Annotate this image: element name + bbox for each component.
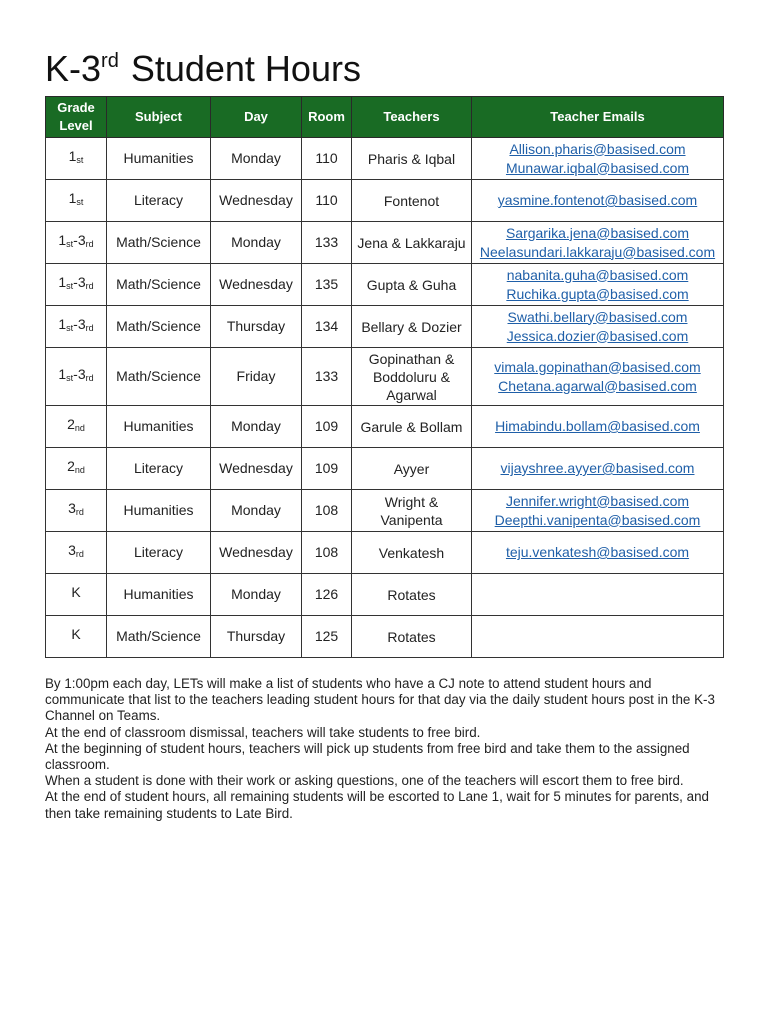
cell-room: 133	[302, 348, 352, 406]
cell-day: Thursday	[211, 616, 302, 658]
cell-grade-level	[46, 490, 107, 532]
cell-room: 110	[302, 138, 352, 180]
grade-range: -3	[73, 316, 86, 332]
cell-grade-level	[46, 406, 107, 448]
cell-grade-level	[46, 180, 107, 222]
cell-subject: Math/Science	[107, 348, 211, 406]
note-paragraph: At the beginning of student hours, teachers will pick up students from free bird and take them to the assigned classroom.	[45, 740, 690, 773]
grade-ordinal: st	[66, 281, 74, 291]
cell-day: Thursday	[211, 306, 302, 348]
grade-number: 1	[58, 232, 67, 248]
teacher-email-link[interactable]: Sargarika.jena@basised.com	[505, 224, 690, 241]
teacher-email-link[interactable]: Allison.pharis@basised.com	[509, 140, 686, 157]
grade-number: K	[71, 584, 81, 600]
cell-day: Monday	[211, 222, 302, 264]
teacher-email-link[interactable]: Deepthi.vanipenta@basised.com	[494, 511, 701, 528]
grade-ordinal: st	[66, 323, 74, 333]
cell-grade-level	[46, 574, 107, 616]
grade-number: 1	[58, 316, 67, 332]
cell-teachers: Jena & Lakkaraju	[352, 222, 472, 264]
cell-teachers: Gupta & Guha	[352, 264, 472, 306]
teacher-email-link[interactable]: Swathi.bellary@basised.com	[507, 308, 688, 325]
cell-subject: Humanities	[107, 490, 211, 532]
cell-subject: Math/Science	[107, 306, 211, 348]
cell-subject: Humanities	[107, 406, 211, 448]
grade-range-ordinal: rd	[85, 281, 94, 291]
header-room: Room	[302, 97, 352, 138]
cell-grade-level	[46, 448, 107, 490]
grade-range: -3	[73, 232, 86, 248]
table-row	[46, 222, 724, 264]
cell-subject: Humanities	[107, 138, 211, 180]
cell-room: 108	[302, 490, 352, 532]
cell-room: 125	[302, 616, 352, 658]
cell-day: Monday	[211, 138, 302, 180]
header-grade-level: Grade Level	[46, 97, 107, 138]
page-title	[45, 48, 361, 90]
cell-grade-level	[46, 306, 107, 348]
table-row	[46, 406, 724, 448]
cell-teachers: Fontenot	[352, 180, 472, 222]
cell-room: 133	[302, 222, 352, 264]
cell-grade-level	[46, 348, 107, 406]
grade-range: -3	[73, 366, 86, 382]
table-row	[46, 532, 724, 574]
title-prefix: K-3	[45, 48, 102, 89]
cell-teacher-emails	[472, 180, 724, 222]
grade-number: 2	[67, 416, 75, 432]
cell-teachers: Ayyer	[352, 448, 472, 490]
cell-subject: Humanities	[107, 574, 211, 616]
cell-room: 110	[302, 180, 352, 222]
title-text: Student Hours	[130, 48, 361, 89]
grade-ordinal: nd	[74, 465, 85, 475]
cell-grade-level	[46, 222, 107, 264]
table-row	[46, 574, 724, 616]
grade-ordinal: rd	[75, 507, 84, 517]
cell-subject: Math/Science	[107, 222, 211, 264]
grade-range: -3	[73, 274, 86, 290]
cell-day: Wednesday	[211, 448, 302, 490]
cell-subject: Math/Science	[107, 264, 211, 306]
table-header-row	[46, 97, 724, 138]
cell-room: 134	[302, 306, 352, 348]
cell-grade-level	[46, 138, 107, 180]
cell-day: Monday	[211, 490, 302, 532]
teacher-email-link[interactable]: Munawar.iqbal@basised.com	[505, 159, 690, 176]
grade-number: 3	[68, 500, 76, 516]
teacher-email-link[interactable]: Chetana.agarwal@basised.com	[498, 377, 697, 394]
table-row	[46, 616, 724, 658]
cell-room: 135	[302, 264, 352, 306]
cell-grade-level	[46, 616, 107, 658]
cell-teacher-emails	[472, 532, 724, 574]
table-row	[46, 306, 724, 348]
cell-day: Wednesday	[211, 180, 302, 222]
teacher-email-link[interactable]: yasmine.fontenot@basised.com	[497, 192, 698, 208]
grade-number: 1	[68, 190, 77, 206]
cell-teacher-emails	[472, 574, 724, 616]
cell-teacher-emails	[472, 138, 724, 180]
grade-ordinal: nd	[74, 423, 85, 433]
cell-teacher-emails	[472, 448, 724, 490]
teacher-email-link[interactable]: Neelasundari.lakkaraju@basised.com	[479, 243, 716, 260]
table-row	[46, 348, 724, 406]
cell-room: 126	[302, 574, 352, 616]
cell-teacher-emails	[472, 406, 724, 448]
cell-day: Wednesday	[211, 264, 302, 306]
table-row	[46, 448, 724, 490]
cell-teacher-emails	[472, 264, 724, 306]
instructions-notes	[45, 676, 725, 822]
cell-teachers: Rotates	[352, 616, 472, 658]
cell-subject: Literacy	[107, 448, 211, 490]
cell-teachers: Rotates	[352, 574, 472, 616]
teacher-email-link[interactable]: vijayshree.ayyer@basised.com	[500, 460, 695, 476]
cell-teachers: Bellary & Dozier	[352, 306, 472, 348]
cell-teachers: Gopinathan & Boddoluru & Agarwal	[352, 348, 472, 406]
cell-teachers: Wright & Vanipenta	[352, 490, 472, 532]
cell-teacher-emails	[472, 616, 724, 658]
header-day: Day	[211, 97, 302, 138]
header-subject: Subject	[107, 97, 211, 138]
table-row	[46, 180, 724, 222]
teacher-email-link[interactable]: vimala.gopinathan@basised.com	[494, 358, 701, 375]
grade-ordinal: rd	[75, 549, 84, 559]
header-teachers: Teachers	[352, 97, 472, 138]
note-paragraph: By 1:00pm each day, LETs will make a list of students who have a CJ note to attend student hours and communicate that list to the teachers leading student hours for that day via the daily student hours post in the K-3 Channel on Teams.	[45, 676, 715, 724]
grade-number: K	[71, 626, 81, 642]
teacher-email-link[interactable]: Himabindu.bollam@basised.com	[495, 418, 700, 434]
cell-day: Friday	[211, 348, 302, 406]
grade-ordinal: st	[66, 239, 74, 249]
header-teacher-emails: Teacher Emails	[472, 97, 724, 138]
grade-ordinal: st	[66, 373, 74, 383]
grade-number: 2	[67, 458, 75, 474]
table-row	[46, 138, 724, 180]
note-paragraph: When a student is done with their work or asking questions, one of the teachers will escort them to free bird.	[45, 773, 684, 789]
cell-teacher-emails	[472, 222, 724, 264]
cell-room: 109	[302, 406, 352, 448]
note-paragraph: At the end of student hours, all remaining students will be escorted to Lane 1, wait for 5 minutes for parents, and then take remaining students to Late Bird.	[45, 789, 709, 821]
cell-room: 108	[302, 532, 352, 574]
grade-ordinal: st	[76, 155, 84, 165]
cell-subject: Literacy	[107, 180, 211, 222]
grade-range-ordinal: rd	[85, 373, 94, 383]
cell-room: 109	[302, 448, 352, 490]
cell-grade-level	[46, 264, 107, 306]
grade-number: 1	[58, 366, 67, 382]
cell-teacher-emails	[472, 306, 724, 348]
cell-teacher-emails	[472, 348, 724, 406]
teacher-email-link[interactable]: Jessica.dozier@basised.com	[506, 327, 689, 344]
grade-number: 1	[58, 274, 67, 290]
title-superscript: rd	[101, 50, 119, 72]
cell-teachers: Venkatesh	[352, 532, 472, 574]
grade-number: 3	[68, 542, 76, 558]
grade-range-ordinal: rd	[85, 239, 94, 249]
table-row	[46, 264, 724, 306]
cell-grade-level	[46, 532, 107, 574]
cell-subject: Literacy	[107, 532, 211, 574]
grade-ordinal: st	[76, 197, 84, 207]
cell-day: Monday	[211, 574, 302, 616]
cell-teacher-emails	[472, 490, 724, 532]
student-hours-table	[45, 96, 724, 658]
cell-teachers: Pharis & Iqbal	[352, 138, 472, 180]
cell-subject: Math/Science	[107, 616, 211, 658]
note-paragraph: At the end of classroom dismissal, teachers will take students to free bird.	[45, 724, 481, 740]
cell-day: Monday	[211, 406, 302, 448]
teacher-email-link[interactable]: Ruchika.gupta@basised.com	[506, 285, 689, 302]
teacher-email-link[interactable]: Jennifer.wright@basised.com	[505, 492, 690, 509]
table-row	[46, 490, 724, 532]
grade-number: 1	[68, 148, 77, 164]
grade-range-ordinal: rd	[85, 323, 94, 333]
teacher-email-link[interactable]: teju.venkatesh@basised.com	[505, 544, 690, 560]
teacher-email-link[interactable]: nabanita.guha@basised.com	[506, 266, 689, 283]
cell-day: Wednesday	[211, 532, 302, 574]
cell-teachers: Garule & Bollam	[352, 406, 472, 448]
